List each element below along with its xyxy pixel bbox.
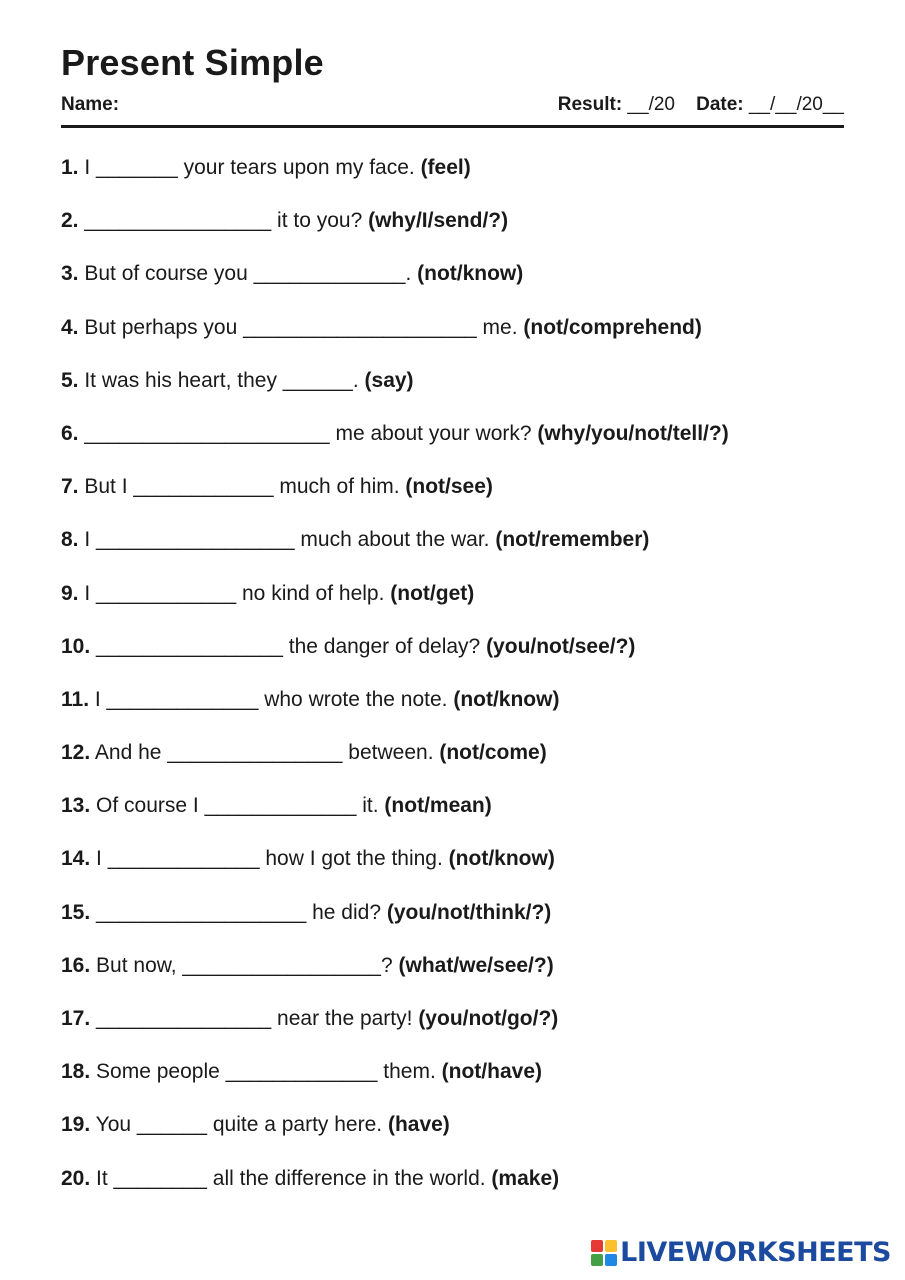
question-9 [61, 581, 851, 634]
logo-square-blue [605, 1254, 617, 1266]
question-10 [61, 634, 851, 687]
liveworksheets-logo-icon [591, 1240, 617, 1266]
logo-square-green [591, 1254, 603, 1266]
question-number: 1. [61, 156, 79, 179]
question-hint: (you/not/think/?) [386, 900, 552, 924]
question-8 [61, 527, 851, 580]
question-text: I _______ your tears upon my face. [78, 156, 421, 179]
logo-square-red [591, 1240, 603, 1252]
question-number: 15. [61, 900, 91, 924]
question-text: But perhaps you ____________________ me. [78, 315, 524, 339]
question-text: It ________ all the difference in the world. [90, 1166, 492, 1190]
question-hint: (why/I/send/?) [368, 209, 509, 233]
question-number: 19. [61, 1113, 91, 1137]
question-number: 13. [61, 794, 91, 818]
question-number: 10. [61, 634, 91, 658]
question-12 [61, 740, 851, 793]
question-text: I _____________ who wrote the note. [89, 687, 454, 711]
question-17 [61, 1006, 851, 1059]
question-hint: (have) [387, 1113, 450, 1137]
question-text: You ______ quite a party here. [90, 1113, 388, 1137]
question-text: I _________________ much about the war. [78, 528, 496, 552]
question-text: And he _______________ between. [90, 741, 440, 765]
result-date-fields [558, 94, 844, 116]
question-hint: (feel) [420, 156, 471, 179]
question-number: 2. [61, 209, 79, 233]
question-text: ________________ it to you? [78, 209, 369, 233]
question-hint: (why/you/not/tell/?) [537, 421, 729, 445]
question-number: 14. [61, 847, 91, 871]
question-text: I ____________ no kind of help. [78, 581, 391, 605]
question-hint: (you/not/go/?) [418, 1007, 559, 1030]
question-14 [61, 846, 851, 899]
question-hint: (what/we/see/?) [398, 953, 554, 977]
question-text: _____________________ me about your work? [78, 421, 538, 445]
logo-square-yellow [605, 1240, 617, 1252]
question-15 [61, 900, 851, 953]
question-7 [61, 474, 851, 527]
result-label: Result: [557, 94, 623, 115]
question-number: 20. [61, 1166, 91, 1190]
question-hint: (not/know) [453, 687, 560, 711]
question-number: 16. [61, 953, 91, 977]
liveworksheets-logo [591, 1237, 891, 1268]
question-text: But I ____________ much of him. [78, 475, 406, 499]
question-11 [61, 687, 851, 740]
question-text: It was his heart, they ______. [78, 368, 365, 392]
question-number: 7. [61, 475, 79, 499]
question-16 [61, 953, 851, 1006]
question-hint: (you/not/see/?) [486, 634, 636, 658]
question-hint: (not/come) [439, 741, 547, 765]
question-5 [61, 368, 851, 421]
question-number: 3. [61, 262, 79, 286]
worksheet-header [61, 94, 844, 118]
question-2 [61, 208, 851, 261]
question-3 [61, 261, 851, 314]
question-number: 12. [61, 741, 91, 765]
question-list [61, 155, 851, 1219]
question-hint: (make) [491, 1166, 560, 1190]
name-label: Name: [61, 94, 120, 115]
question-hint: (not/remember) [495, 528, 650, 552]
question-hint: (not/know) [448, 847, 555, 871]
date-label: Date: [696, 94, 744, 115]
question-19 [61, 1112, 851, 1165]
question-text: __________________ he did? [90, 900, 387, 924]
question-number: 4. [61, 315, 79, 339]
question-number: 11. [61, 687, 90, 711]
page-title: Present Simple [61, 42, 324, 83]
question-6 [61, 421, 851, 474]
question-text: Of course I _____________ it. [90, 794, 385, 818]
question-1 [61, 155, 851, 208]
question-4 [61, 315, 851, 368]
result-value: __/20 [622, 94, 675, 115]
question-text: Some people _____________ them. [90, 1060, 442, 1084]
question-20 [61, 1166, 851, 1219]
question-text: But of course you _____________. [78, 262, 418, 286]
question-text: ________________ the danger of delay? [90, 634, 487, 658]
header-divider [61, 125, 844, 128]
logo-text: LIVEWORKSHEETS [620, 1237, 891, 1268]
question-18 [61, 1059, 851, 1112]
question-number: 18. [61, 1060, 91, 1084]
question-hint: (not/get) [390, 581, 475, 605]
question-number: 9. [61, 581, 79, 605]
question-hint: (not/comprehend) [523, 315, 702, 339]
question-text: I _____________ how I got the thing. [90, 847, 449, 871]
question-hint: (not/see) [405, 475, 493, 499]
question-text: _______________ near the party! [90, 1007, 419, 1030]
question-hint: (not/mean) [384, 794, 492, 818]
question-number: 8. [61, 528, 79, 552]
question-text: But now, _________________? [90, 953, 399, 977]
question-hint: (not/know) [417, 262, 524, 286]
date-value: __/__/20__ [743, 94, 844, 115]
question-number: 5. [61, 368, 79, 392]
question-hint: (not/have) [441, 1060, 542, 1084]
question-13 [61, 793, 851, 846]
question-number: 17. [61, 1007, 91, 1030]
question-hint: (say) [364, 368, 414, 392]
question-number: 6. [61, 421, 79, 445]
